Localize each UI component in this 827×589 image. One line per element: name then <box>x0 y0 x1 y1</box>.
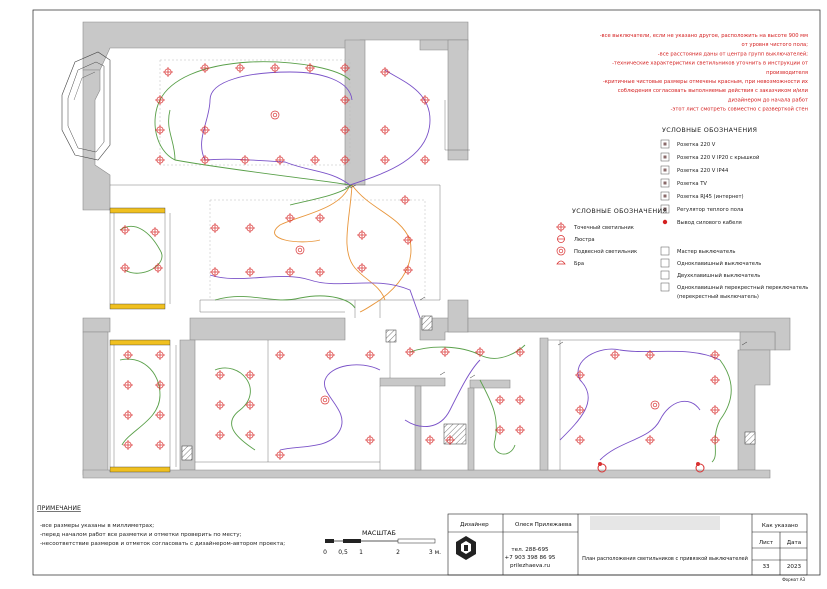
notes-top <box>600 33 809 113</box>
legend-power-item <box>661 140 716 148</box>
legend-light-label: Бра <box>574 261 585 267</box>
legend-power-item <box>661 166 729 174</box>
scale-tick-label: 0,5 <box>338 549 348 556</box>
legend-power-label: Вывод силового кабеля <box>677 220 742 226</box>
legend-switch-label: (перекрестный выключатель) <box>677 294 759 300</box>
legend-power-label: Розетка TV <box>677 181 707 187</box>
note-line: соблюдения согласовать выполняемые действия с заказчиком и/или <box>617 88 808 95</box>
phone-2: +7 903 398 86 95 <box>504 555 556 561</box>
legend-power-item <box>661 205 743 213</box>
designer-name: Олеся Прилежаева <box>515 522 572 528</box>
switch-icon <box>661 283 669 291</box>
legend-light-item <box>557 236 595 244</box>
legend-lights <box>556 222 637 267</box>
legend-switch-label: Мастер выключатель <box>677 249 736 255</box>
switch-icon <box>661 247 669 255</box>
ceiling-outlines <box>160 60 425 300</box>
light-icon <box>557 247 565 255</box>
legend-switch-item <box>661 271 760 279</box>
legend-power-label: Розетка 220 V IP20 с крышкой <box>677 155 760 161</box>
legend-switch-label: Двухклавишный выключатель <box>677 273 761 279</box>
note-line: -критичные чистовые размеры отмечены красным, при невозможности их <box>602 79 808 85</box>
sheet-date: 2023 <box>786 564 802 570</box>
wiring <box>120 62 731 462</box>
note-line: дизайнером до начала работ <box>727 97 808 104</box>
notes-bottom <box>40 523 285 547</box>
format-label: Формат А3 <box>782 577 805 582</box>
light-icon <box>557 261 565 264</box>
legend-power-label: Розетка 220 V IP44 <box>677 168 729 174</box>
website: prilezhaeva.ru <box>509 563 551 569</box>
sheet-frame <box>33 10 820 575</box>
legend-switch-item <box>677 293 759 300</box>
legend-power-item <box>661 153 759 161</box>
legend-light-label: Точечный светильник <box>574 225 634 231</box>
note-line: -все выключатели, если не указано другое, расположить на высоте 900 мм <box>599 33 808 39</box>
note-line: от уровня чистого пола; <box>741 42 808 49</box>
legend-power-item <box>661 179 707 187</box>
legend-light-label: Подвесной светильник <box>574 249 638 255</box>
sheet-number: 33 <box>762 564 770 570</box>
legend-power-item <box>663 220 742 226</box>
legend-switch-label: Одноклавишный выключатель <box>677 261 762 267</box>
switch-icon <box>661 271 669 279</box>
blurred-project <box>590 516 720 530</box>
scale-tick-label: 0 <box>323 549 327 556</box>
legend-switches <box>661 247 808 300</box>
legend-lights-title: УСЛОВНЫЕ ОБОЗНАЧЕНИЯ <box>572 207 668 215</box>
note-line: -все расстояния даны от центра групп выключателей; <box>657 51 808 58</box>
note-bottom-line: -несоответствие размеров и отметок согласовать с дизайнером-автором проекта; <box>40 541 286 547</box>
designer-logo <box>456 536 476 560</box>
legend-power <box>661 140 759 226</box>
light-icon <box>557 236 565 243</box>
sheet-title: План расположения светильников с привязкой выключателей <box>582 556 748 562</box>
scale-bar <box>323 529 441 556</box>
legend-power-label: Розетка 220 V <box>677 142 716 148</box>
legend-switch-label: Одноклавишный перекрестный переключатель <box>677 285 809 291</box>
legend-power-item <box>661 192 744 200</box>
legend-light-item <box>556 222 634 232</box>
phone-1: тел. 288-695 <box>511 547 549 553</box>
legend-light-item <box>557 261 584 267</box>
legend-light-item <box>557 247 637 255</box>
power-outlet-icon <box>663 220 667 224</box>
legend-light-label: Люстра <box>574 237 595 243</box>
note-line: -этот лист смотреть совместно с разверткой стен <box>670 106 808 113</box>
legend-power-label: Розетка RJ45 (интернет) <box>677 194 744 200</box>
scale-tick-label: 1 <box>359 549 363 556</box>
as-specified: Как указано <box>761 523 799 529</box>
note-bottom-line: -все размеры указаны в миллиметрах; <box>40 523 155 529</box>
legend-switch-item <box>661 283 808 291</box>
scale-title: МАСШТАБ <box>362 529 396 537</box>
switch-icon <box>661 259 669 267</box>
window-strips <box>110 208 170 472</box>
notes-bottom-title: ПРИМЕЧАНИЕ <box>37 505 81 512</box>
designer-label: Дизайнер <box>460 522 489 528</box>
note-bottom-line: -перед началом работ все разметки и отметки проверить по месту; <box>40 532 242 538</box>
note-line: производителя <box>766 69 808 76</box>
date-label: Дата <box>786 540 802 546</box>
legend-switch-item <box>661 247 735 255</box>
legend-power-label: Регулятор теплого пола <box>677 207 744 213</box>
sheet-label: Лист <box>758 540 774 546</box>
legend-power-title: УСЛОВНЫЕ ОБОЗНАЧЕНИЯ <box>662 126 758 134</box>
legend-switch-item <box>661 259 761 267</box>
note-line: -технические характеристики светильников уточнить в инструкции от <box>612 60 808 67</box>
light-icon <box>556 222 566 232</box>
scale-tick-label: 3 м. <box>428 549 442 556</box>
scale-tick-label: 2 <box>396 549 400 556</box>
